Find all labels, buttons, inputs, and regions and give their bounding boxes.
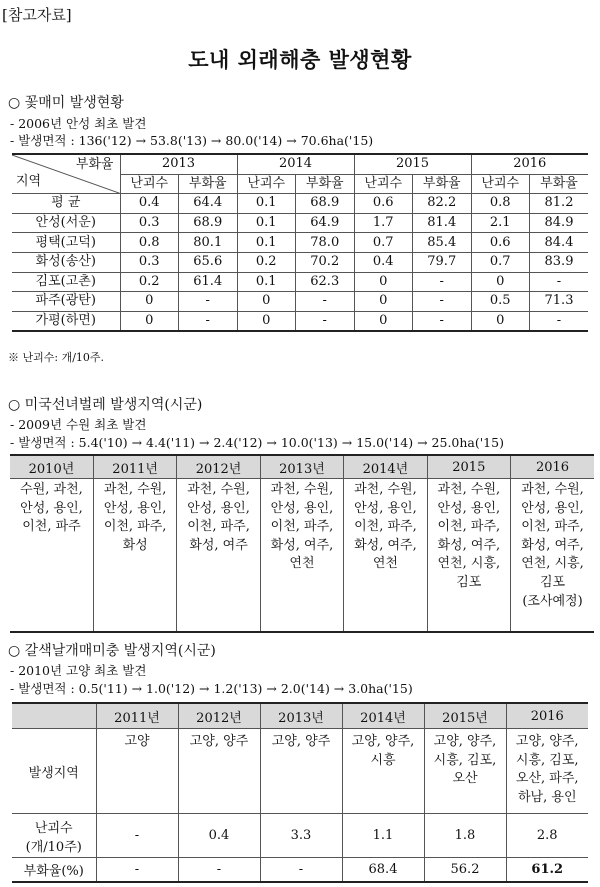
year-header: 2013년 [260,455,343,479]
value-cell: - [296,292,355,312]
egg-mass-cell: 0.4 [178,814,260,858]
region-cell: 김포(고촌) [12,272,120,292]
region-list-cell [506,729,588,814]
section2-sub1: - 2009년 수원 최초 발견 [10,417,147,432]
region-line: 안성, 용인, [270,500,334,516]
value-cell: 0.7 [354,233,413,253]
value-cell: - [413,272,472,292]
region-line: 고양, 양주, [515,734,579,749]
value-cell: 0.6 [471,233,530,253]
region-line: 안성, 용인, [103,500,167,516]
value-cell: 2.1 [471,213,530,233]
region-cell: 평택(고덕) [12,233,120,253]
region-cell: 화성(송산) [12,252,120,272]
value-cell: 80.1 [179,233,238,253]
region-list-cell [260,729,342,814]
hatch-rate-cell: - [178,858,260,882]
egg-mass-cell: 1.1 [342,814,424,858]
table-row [12,213,588,233]
subhead-cell: 난괴수 [120,174,179,194]
value-cell: 0.5 [471,292,530,312]
table-row [12,252,588,272]
year-header: 2015 [427,455,510,479]
section1-sub1: - 2006년 안성 최초 발견 [10,116,147,131]
value-cell: 70.2 [296,252,355,272]
value-cell: 0.2 [120,272,179,292]
year-header: 2014년 [342,703,424,729]
table-row [12,194,588,214]
region-line: 연천 [289,556,315,572]
row-label-hatch-rate: 부화율(%) [12,858,96,882]
value-cell: - [179,292,238,312]
value-cell: 78.0 [296,233,355,253]
subhead-cell: 부화율 [296,174,355,194]
value-cell: 64.9 [296,213,355,233]
region-list-cell [424,729,506,814]
value-cell: 83.9 [530,252,589,272]
region-line: 과천, 수원, [187,482,250,497]
region-line: 과천, 수원, [270,482,334,497]
value-cell: 0.8 [471,194,530,214]
subhead-cell: 난괴수 [237,174,296,194]
region-list-cell [511,479,594,633]
value-cell: 0 [471,272,530,292]
diagonal-header-cell [12,154,120,194]
region-line: 화성, 여주, [354,537,417,553]
row-label-line: 난괴수 [34,820,73,836]
region-line: 안성, 용인, [521,500,584,516]
footnote: ※ 난괴수: 개/10주. [8,351,105,364]
value-cell: 0 [471,311,530,331]
section3-sub1: - 2010년 고양 최초 발견 [10,663,147,678]
egg-mass-cell: - [96,814,178,858]
region-line: 수원, 과천, [20,482,83,497]
region-line: 안성, 용인, [437,500,501,516]
region-list-cell [178,729,260,814]
subhead-cell: 부화율 [530,174,589,194]
value-cell: 65.6 [179,252,238,272]
region-list-cell [427,479,510,633]
region-line: 고양, 양주 [189,734,249,749]
region-line: 이천, 파주, [437,519,501,535]
value-cell: 61.4 [179,272,238,292]
lycorma-table [10,454,594,633]
region-cell: 안성(서운) [12,213,120,233]
value-cell: 0 [120,311,179,331]
row-label-line: (개/10주) [25,839,82,855]
value-cell: - [179,311,238,331]
region-line: 과천, 수원, [521,482,584,497]
value-cell: 0 [354,292,413,312]
value-cell: 71.3 [530,292,589,312]
region-line: 시흥, 김포, [433,752,497,768]
value-cell: 62.3 [296,272,355,292]
region-line: 이천, 파주, [521,519,584,535]
value-cell: - [530,311,589,331]
section1-sub2: - 발생면적 : 136('12) → 53.8('13) → 80.0('14) → 70.6ha('15) [10,133,374,148]
region-list-cell [344,479,427,633]
year-header: 2015 [354,154,471,174]
value-cell: 0.3 [120,213,179,233]
reference-tag: [참고자료] [2,6,72,24]
value-cell: 0.3 [120,252,179,272]
value-cell: 84.4 [530,233,589,253]
region-line: 오산, 파주, [515,771,579,786]
spotted-lanternfly-table [12,153,588,332]
hatch-rate-cell: - [96,858,178,882]
value-cell: 68.9 [179,213,238,233]
region-cell: 파주(광탄) [12,292,120,312]
value-cell: 0.6 [354,194,413,214]
region-line: 이천, 파주, [103,519,167,535]
region-line: (조사예정) [522,593,583,609]
region-line: 과천, 수원, [103,482,167,497]
section3-heading: ○ 갈색날개매미충 발생지역(시군) [8,643,216,659]
diag-label-region: 지역 [16,174,42,190]
value-cell: 0.1 [237,213,296,233]
page-title: 도내 외래해충 발생현황 [188,48,412,72]
region-line: 이천, 파주, [187,519,250,535]
year-header: 2014 [237,154,354,174]
hatch-rate-cell: 61.2 [506,858,588,882]
year-header: 2016 [471,154,588,174]
hatch-rate-cell: 56.2 [424,858,506,882]
region-line: 과천, 수원, [437,482,501,497]
section2-heading: ○ 미국선녀벌레 발생지역(시군) [8,397,203,413]
subhead-cell: 난괴수 [471,174,530,194]
subhead-cell: 부화율 [413,174,472,194]
egg-mass-cell: 1.8 [424,814,506,858]
year-header: 2016 [511,455,594,479]
year-header: 2010년 [10,455,93,479]
hatch-rate-cell: 68.4 [342,858,424,882]
region-line: 화성 [122,537,148,553]
region-line: 화성, 여주, [437,537,501,553]
year-header: 2016 [506,703,588,729]
table-row [12,311,588,331]
diag-label-hatch-rate: 부화율 [75,157,114,172]
year-header: 2014년 [344,455,427,479]
corner-cell [12,703,96,729]
egg-mass-cell: 2.8 [506,814,588,858]
value-cell: 68.9 [296,194,355,214]
value-cell: 0.8 [120,233,179,253]
region-line: 이천, 파주, [270,519,334,535]
subhead-cell: 부화율 [179,174,238,194]
region-line: 고양, 양주, [433,734,497,749]
region-line: 이천, 파주 [22,519,81,535]
row-label-occurrence: 발생지역 [12,729,96,814]
region-list-cell [96,729,178,814]
region-line: 이천, 파주, [354,519,417,535]
value-cell: - [413,292,472,312]
region-line: 하남, 용인 [518,789,577,805]
subhead-cell: 난괴수 [354,174,413,194]
value-cell: 0.4 [354,252,413,272]
section1-heading: ○ 꽃매미 발생현황 [8,95,124,111]
region-line: 화성, 여주, [521,537,584,553]
year-header: 2012년 [177,455,260,479]
value-cell: 0.1 [237,194,296,214]
value-cell: 0 [354,272,413,292]
value-cell: 85.4 [413,233,472,253]
ricania-table [12,702,588,883]
value-cell: 0 [354,311,413,331]
region-list-cell [342,729,424,814]
section2-sub2: - 발생면적 : 5.4('10) → 4.4('11) → 2.4('12) → 10.0('13) → 15.0('14) → 25.0ha('15) [10,435,504,450]
region-line: 연천 [372,556,398,572]
year-header: 2013년 [260,703,342,729]
region-line: 안성, 용인, [20,500,83,516]
region-line: 시흥 [370,752,396,768]
value-cell: 0.7 [471,252,530,272]
region-line: 안성, 용인, [354,500,417,516]
value-cell: 0.2 [237,252,296,272]
year-header: 2011년 [93,455,176,479]
value-cell: - [530,272,589,292]
value-cell: - [413,311,472,331]
region-line: 연천, 시흥, [521,556,584,572]
table-row [12,292,588,312]
region-line: 화성, 여주, [270,537,334,553]
region-list-cell [260,479,343,633]
region-line: 고양, 양주 [271,734,331,749]
region-cell: 가평(하면) [12,311,120,331]
table-row [12,233,588,253]
value-cell: 0.1 [237,272,296,292]
region-line: 고양, 양주, [351,734,415,749]
year-header: 2013 [120,154,237,174]
egg-mass-cell: 3.3 [260,814,342,858]
value-cell: 0 [237,292,296,312]
region-line: 고양 [124,734,150,749]
region-cell: 평 균 [12,194,120,214]
value-cell: 82.2 [413,194,472,214]
value-cell: 84.9 [530,213,589,233]
value-cell: 79.7 [413,252,472,272]
value-cell: 0.1 [237,233,296,253]
region-line: 김포 [539,574,566,590]
region-line: 과천, 수원, [354,482,417,497]
value-cell: 0 [237,311,296,331]
region-line: 김포 [456,574,482,590]
region-list-cell [177,479,260,633]
region-list-cell [93,479,176,633]
year-header: 2015년 [424,703,506,729]
section3-sub2: - 발생면적 : 0.5('11) → 1.0('12) → 1.2('13) → 2.0('14) → 3.0ha('15) [10,681,413,696]
region-list-cell [10,479,93,633]
value-cell: - [296,311,355,331]
value-cell: 1.7 [354,213,413,233]
value-cell: 81.2 [530,194,589,214]
region-line: 화성, 여주 [189,537,248,553]
value-cell: 64.4 [179,194,238,214]
region-line: 시흥, 김포, [515,752,579,768]
hatch-rate-cell: - [260,858,342,882]
region-line: 연천, 시흥, [437,556,501,572]
value-cell: 0 [120,292,179,312]
value-cell: 81.4 [413,213,472,233]
region-line: 안성, 용인, [187,500,250,516]
region-line: 오산 [452,771,478,786]
year-header: 2011년 [96,703,178,729]
value-cell: 0.4 [120,194,179,214]
row-label-egg-mass [12,814,96,858]
table-row [12,272,588,292]
year-header: 2012년 [178,703,260,729]
